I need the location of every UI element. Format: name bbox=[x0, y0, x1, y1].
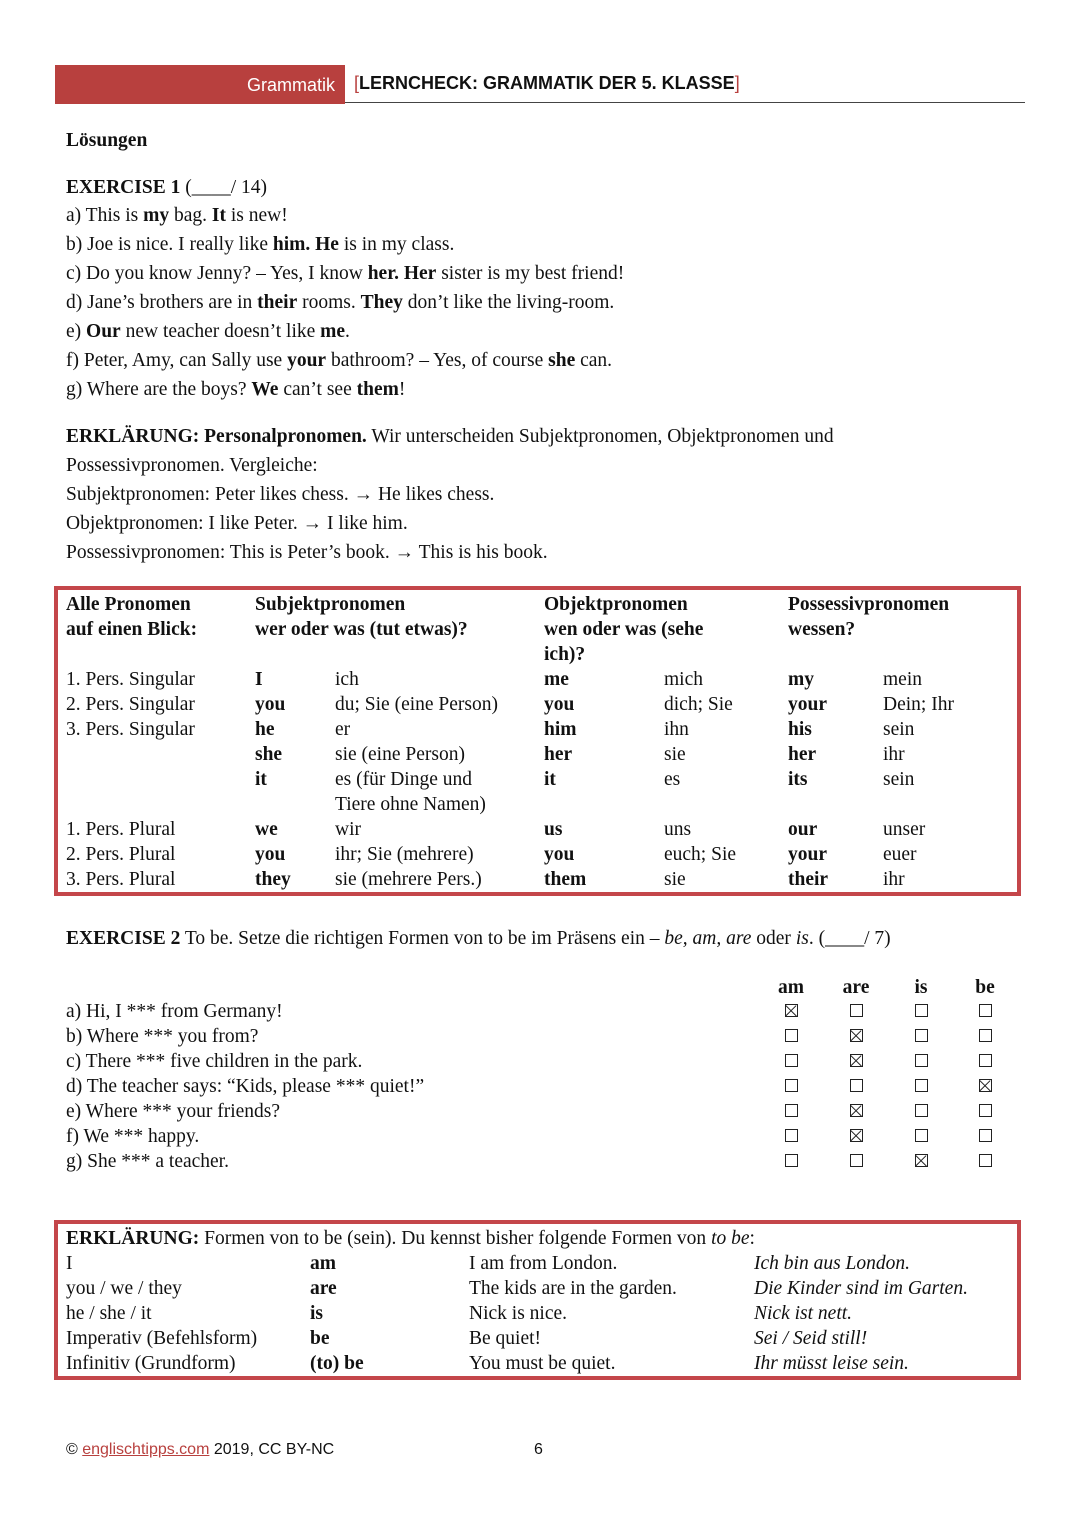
checkbox-am[interactable] bbox=[785, 1129, 798, 1142]
object-translation: sie bbox=[664, 869, 686, 890]
checkbox-be[interactable] bbox=[979, 1029, 992, 1042]
header-tab-label: Grammatik bbox=[246, 75, 335, 95]
checkbox-be[interactable] bbox=[979, 1054, 992, 1067]
text-run: Subjektpronomen: Peter likes chess. → He likes chess. bbox=[66, 484, 495, 505]
german-translation: Ich bin aus London. bbox=[754, 1253, 910, 1274]
possessive-pronoun: your bbox=[788, 694, 827, 715]
ex1-answer-line bbox=[66, 263, 624, 285]
subject-translation: ihr; Sie (mehrere) bbox=[335, 844, 474, 865]
text-run: rooms. bbox=[297, 292, 361, 313]
subject-pronoun: we bbox=[255, 819, 278, 840]
row-label: 1. Pers. Plural bbox=[66, 819, 176, 840]
table-header: Objektpronomen bbox=[544, 594, 688, 615]
bold-text: them bbox=[356, 379, 399, 400]
checkbox-is[interactable] bbox=[915, 1079, 928, 1092]
table-header: wer oder was (tut etwas)? bbox=[255, 619, 468, 640]
bold-text: me bbox=[320, 321, 346, 342]
text-run: Objektpronomen: I like Peter. → I like him. bbox=[66, 513, 408, 534]
english-example: Be quiet! bbox=[469, 1328, 542, 1349]
ex1-answer-line bbox=[66, 292, 614, 314]
possessive-translation: unser bbox=[883, 819, 926, 840]
text-run: c) Do you know Jenny? – Yes, I know bbox=[66, 263, 368, 284]
row-label: 2. Pers. Singular bbox=[66, 694, 195, 715]
text-run: bag. bbox=[169, 205, 212, 226]
subject-translation: sie (eine Person) bbox=[335, 744, 465, 765]
checkbox-are[interactable] bbox=[850, 1029, 863, 1042]
verb-form: is bbox=[310, 1303, 324, 1324]
explanation-line bbox=[66, 455, 318, 477]
english-example: Nick is nice. bbox=[469, 1303, 568, 1324]
row-label: 1. Pers. Singular bbox=[66, 669, 195, 690]
column-header-is: is bbox=[914, 977, 928, 998]
bold-text: Our bbox=[86, 321, 121, 342]
ex1-heading bbox=[66, 177, 267, 199]
text-run: new teacher doesn’t like bbox=[120, 321, 321, 342]
copyright-symbol: © bbox=[66, 1441, 83, 1458]
exercise-sentence: a) Hi, I *** from Germany! bbox=[66, 1001, 283, 1022]
ex2-instr-italic-2: is bbox=[795, 928, 809, 949]
column-header-are: are bbox=[842, 977, 870, 998]
explanation-line bbox=[66, 426, 834, 448]
exercise-sentence: g) She *** a teacher. bbox=[66, 1151, 229, 1172]
checkbox-are[interactable] bbox=[850, 1079, 863, 1092]
explanation-line bbox=[66, 513, 408, 535]
header-title bbox=[354, 73, 740, 94]
pronoun-table-box bbox=[54, 586, 1021, 896]
row-label: 3. Pers. Plural bbox=[66, 869, 176, 890]
to-be-explanation-heading bbox=[66, 1226, 755, 1251]
subject-pronoun: I bbox=[255, 669, 263, 690]
checkbox-are[interactable] bbox=[850, 1004, 863, 1017]
ex1-answer-line bbox=[66, 350, 612, 372]
exercise-sentence: e) Where *** your friends? bbox=[66, 1101, 281, 1122]
ex2-instr-b: oder bbox=[751, 928, 796, 949]
possessive-translation: euer bbox=[883, 844, 917, 865]
exercise-sentence: f) We *** happy. bbox=[66, 1126, 200, 1147]
checkbox-am[interactable] bbox=[785, 1104, 798, 1117]
possessive-translation: mein bbox=[883, 669, 922, 690]
text-run: is new! bbox=[225, 205, 288, 226]
bold-text: It bbox=[211, 205, 226, 226]
possessive-pronoun: his bbox=[788, 719, 812, 740]
object-pronoun: us bbox=[544, 819, 563, 840]
text-run: . bbox=[345, 321, 350, 342]
explanation-intro: Formen von to be (sein). Du kennst bisher folgende Formen von bbox=[199, 1228, 712, 1249]
bold-text: ERKLÄRUNG: Personalpronomen. bbox=[66, 426, 367, 447]
possessive-pronoun: my bbox=[788, 669, 814, 690]
text-run: can’t see bbox=[278, 379, 357, 400]
possessive-translation: ihr bbox=[883, 869, 905, 890]
subject-translation: sie (mehrere Pers.) bbox=[335, 869, 482, 890]
german-translation: Ihr müsst leise sein. bbox=[754, 1353, 909, 1374]
text-run: Possessivpronomen. Vergleiche: bbox=[66, 455, 318, 476]
ex1-answer-line bbox=[66, 379, 405, 401]
bold-text: Her bbox=[403, 263, 437, 284]
explanation-title: ERKLÄRUNG: bbox=[66, 1228, 200, 1249]
subject-pronoun: you bbox=[255, 844, 286, 865]
checkbox-am[interactable] bbox=[785, 1054, 798, 1067]
exercise-sentence: d) The teacher says: “Kids, please *** quiet!” bbox=[66, 1076, 425, 1097]
object-pronoun: you bbox=[544, 844, 575, 865]
checkbox-is[interactable] bbox=[915, 1154, 928, 1167]
bold-text: their bbox=[257, 292, 298, 313]
object-translation: euch; Sie bbox=[664, 844, 737, 865]
possessive-translation: sein bbox=[883, 719, 915, 740]
checkbox-am[interactable] bbox=[785, 1029, 798, 1042]
object-pronoun: you bbox=[544, 694, 575, 715]
object-translation: mich bbox=[664, 669, 703, 690]
subject-pronoun: he bbox=[255, 719, 275, 740]
explanation-line bbox=[66, 484, 494, 506]
bold-text: him. bbox=[272, 234, 311, 255]
explanation-line bbox=[66, 542, 548, 564]
subject-pronoun: it bbox=[255, 769, 267, 790]
subject: Infinitiv (Grundform) bbox=[66, 1353, 236, 1374]
subject-pronoun: they bbox=[255, 869, 291, 890]
bold-text: They bbox=[360, 292, 403, 313]
explanation-intro-italic: to be bbox=[711, 1228, 750, 1249]
object-pronoun: her bbox=[544, 744, 573, 765]
explanation-intro-end: : bbox=[749, 1228, 755, 1249]
page-number: 6 bbox=[534, 1441, 543, 1458]
row-label: 2. Pers. Plural bbox=[66, 844, 176, 865]
header-rule bbox=[345, 102, 1025, 103]
text-run: is in my class. bbox=[338, 234, 455, 255]
possessive-pronoun: their bbox=[788, 869, 829, 890]
checkbox-am[interactable] bbox=[785, 1079, 798, 1092]
checkbox-be[interactable] bbox=[979, 1154, 992, 1167]
checkbox-be[interactable] bbox=[979, 1104, 992, 1117]
object-pronoun: me bbox=[544, 669, 569, 690]
object-translation: uns bbox=[664, 819, 692, 840]
checkbox-is[interactable] bbox=[915, 1029, 928, 1042]
object-pronoun: him bbox=[544, 719, 577, 740]
text-run: a) This is bbox=[66, 205, 144, 226]
ex1-title: EXERCISE 1 bbox=[66, 177, 181, 198]
ex1-answer-line bbox=[66, 234, 454, 256]
bold-text: your bbox=[287, 350, 327, 371]
subject-translation: du; Sie (eine Person) bbox=[335, 694, 499, 715]
object-translation: dich; Sie bbox=[664, 694, 733, 715]
text-run: Wir unterscheiden Subjektpronomen, Objektpronomen und bbox=[366, 426, 834, 447]
text-run: f) Peter, Amy, can Sally use bbox=[66, 350, 288, 371]
checkbox-are[interactable] bbox=[850, 1054, 863, 1067]
footer-license: 2019, CC BY-NC bbox=[209, 1441, 335, 1458]
checkbox-is[interactable] bbox=[915, 1104, 928, 1117]
subject-translation: wir bbox=[335, 819, 361, 840]
exercise-sentence: c) There *** five children in the park. bbox=[66, 1051, 363, 1072]
bold-text: she bbox=[548, 350, 576, 371]
german-translation: Die Kinder sind im Garten. bbox=[754, 1278, 968, 1299]
footer-copyright bbox=[66, 1441, 334, 1459]
object-translation: ihn bbox=[664, 719, 689, 740]
possessive-translation: ihr bbox=[883, 744, 905, 765]
verb-form: (to) be bbox=[310, 1353, 364, 1374]
bold-text: We bbox=[251, 379, 279, 400]
text-run: d) Jane’s brothers are in bbox=[66, 292, 258, 313]
subject-translation: es (für Dinge und bbox=[335, 769, 473, 790]
bracket-open: [ bbox=[354, 73, 360, 93]
ex2-instruction bbox=[66, 928, 891, 950]
possessive-translation: Dein; Ihr bbox=[883, 694, 954, 715]
text-run: can. bbox=[575, 350, 613, 371]
text-run: bathroom? – Yes, of course bbox=[326, 350, 549, 371]
possessive-pronoun: your bbox=[788, 844, 827, 865]
text-run: b) Joe is nice. I really like bbox=[66, 234, 273, 255]
table-header: auf einen Blick: bbox=[66, 619, 198, 640]
subject: I bbox=[66, 1253, 73, 1274]
subject-pronoun: you bbox=[255, 694, 286, 715]
ex2-instr-c: . (____/ 7) bbox=[808, 928, 891, 949]
german-translation: Nick ist nett. bbox=[754, 1303, 853, 1324]
possessive-translation: sein bbox=[883, 769, 915, 790]
bold-text: He bbox=[315, 234, 339, 255]
solutions-title: Lösungen bbox=[66, 130, 148, 151]
checkbox-is[interactable] bbox=[915, 1004, 928, 1017]
subject-translation: ich bbox=[335, 669, 359, 690]
verb-form: am bbox=[310, 1253, 336, 1274]
header-title-text: LERNCHECK: GRAMMATIK DER 5. KLASSE bbox=[359, 73, 735, 93]
checkbox-is[interactable] bbox=[915, 1129, 928, 1142]
german-translation: Sei / Seid still! bbox=[754, 1328, 868, 1349]
subject: you / we / they bbox=[66, 1278, 182, 1299]
table-header: ich)? bbox=[544, 644, 586, 665]
subject: Imperativ (Befehlsform) bbox=[66, 1328, 258, 1349]
possessive-pronoun: her bbox=[788, 744, 817, 765]
ex1-score: (____/ 14) bbox=[185, 177, 267, 198]
verb-form: are bbox=[310, 1278, 337, 1299]
table-header: wessen? bbox=[788, 619, 856, 640]
verb-form: be bbox=[310, 1328, 330, 1349]
possessive-pronoun: its bbox=[788, 769, 808, 790]
checkbox-be[interactable] bbox=[979, 1004, 992, 1017]
ex1-answer-line bbox=[66, 321, 350, 343]
footer-link[interactable]: englischtipps.com bbox=[82, 1441, 210, 1458]
text-run: sister is my best friend! bbox=[436, 263, 625, 284]
checkbox-are[interactable] bbox=[850, 1154, 863, 1167]
row-label: 3. Pers. Singular bbox=[66, 719, 195, 740]
table-header: Alle Pronomen bbox=[66, 594, 191, 615]
ex1-answer-line bbox=[66, 205, 288, 227]
ex2-instr-a: To be. Setze die richtigen Formen von to be im Präsens ein – bbox=[180, 928, 665, 949]
text-run: e) bbox=[66, 321, 87, 342]
checkbox-be[interactable] bbox=[979, 1129, 992, 1142]
subject-pronoun: she bbox=[255, 744, 283, 765]
text-run: ! bbox=[398, 379, 406, 400]
object-translation: sie bbox=[664, 744, 686, 765]
object-pronoun: it bbox=[544, 769, 556, 790]
english-example: The kids are in the garden. bbox=[469, 1278, 677, 1299]
possessive-pronoun: our bbox=[788, 819, 818, 840]
checkbox-be[interactable] bbox=[979, 1079, 992, 1092]
bold-text: my bbox=[143, 205, 170, 226]
text-run: don’t like the living-room. bbox=[402, 292, 615, 313]
table-header: Possessivpronomen bbox=[788, 594, 950, 615]
subject-translation: Tiere ohne Namen) bbox=[335, 794, 486, 815]
subject: he / she / it bbox=[66, 1303, 152, 1324]
ex2-title: EXERCISE 2 bbox=[66, 928, 181, 949]
english-example: I am from London. bbox=[469, 1253, 618, 1274]
column-header-be: be bbox=[975, 977, 995, 998]
checkbox-are[interactable] bbox=[850, 1104, 863, 1117]
text-run: g) Where are the boys? bbox=[66, 379, 252, 400]
bracket-close: ] bbox=[734, 73, 740, 93]
column-header-am: am bbox=[778, 977, 804, 998]
text-run: Possessivpronomen: This is Peter’s book. → This is his book. bbox=[66, 542, 548, 563]
checkbox-am[interactable] bbox=[785, 1004, 798, 1017]
bold-text: her. bbox=[367, 263, 399, 284]
object-translation: es bbox=[664, 769, 681, 790]
ex2-instr-italic: be, am, are bbox=[664, 928, 752, 949]
table-header: Subjektpronomen bbox=[255, 594, 406, 615]
english-example: You must be quiet. bbox=[469, 1353, 616, 1374]
header-tab bbox=[55, 65, 345, 104]
table-header: wen oder was (sehe bbox=[544, 619, 704, 640]
object-pronoun: them bbox=[544, 869, 587, 890]
subject-translation: er bbox=[335, 719, 351, 740]
checkbox-is[interactable] bbox=[915, 1054, 928, 1067]
checkbox-are[interactable] bbox=[850, 1129, 863, 1142]
checkbox-am[interactable] bbox=[785, 1154, 798, 1167]
exercise-sentence: b) Where *** you from? bbox=[66, 1026, 259, 1047]
